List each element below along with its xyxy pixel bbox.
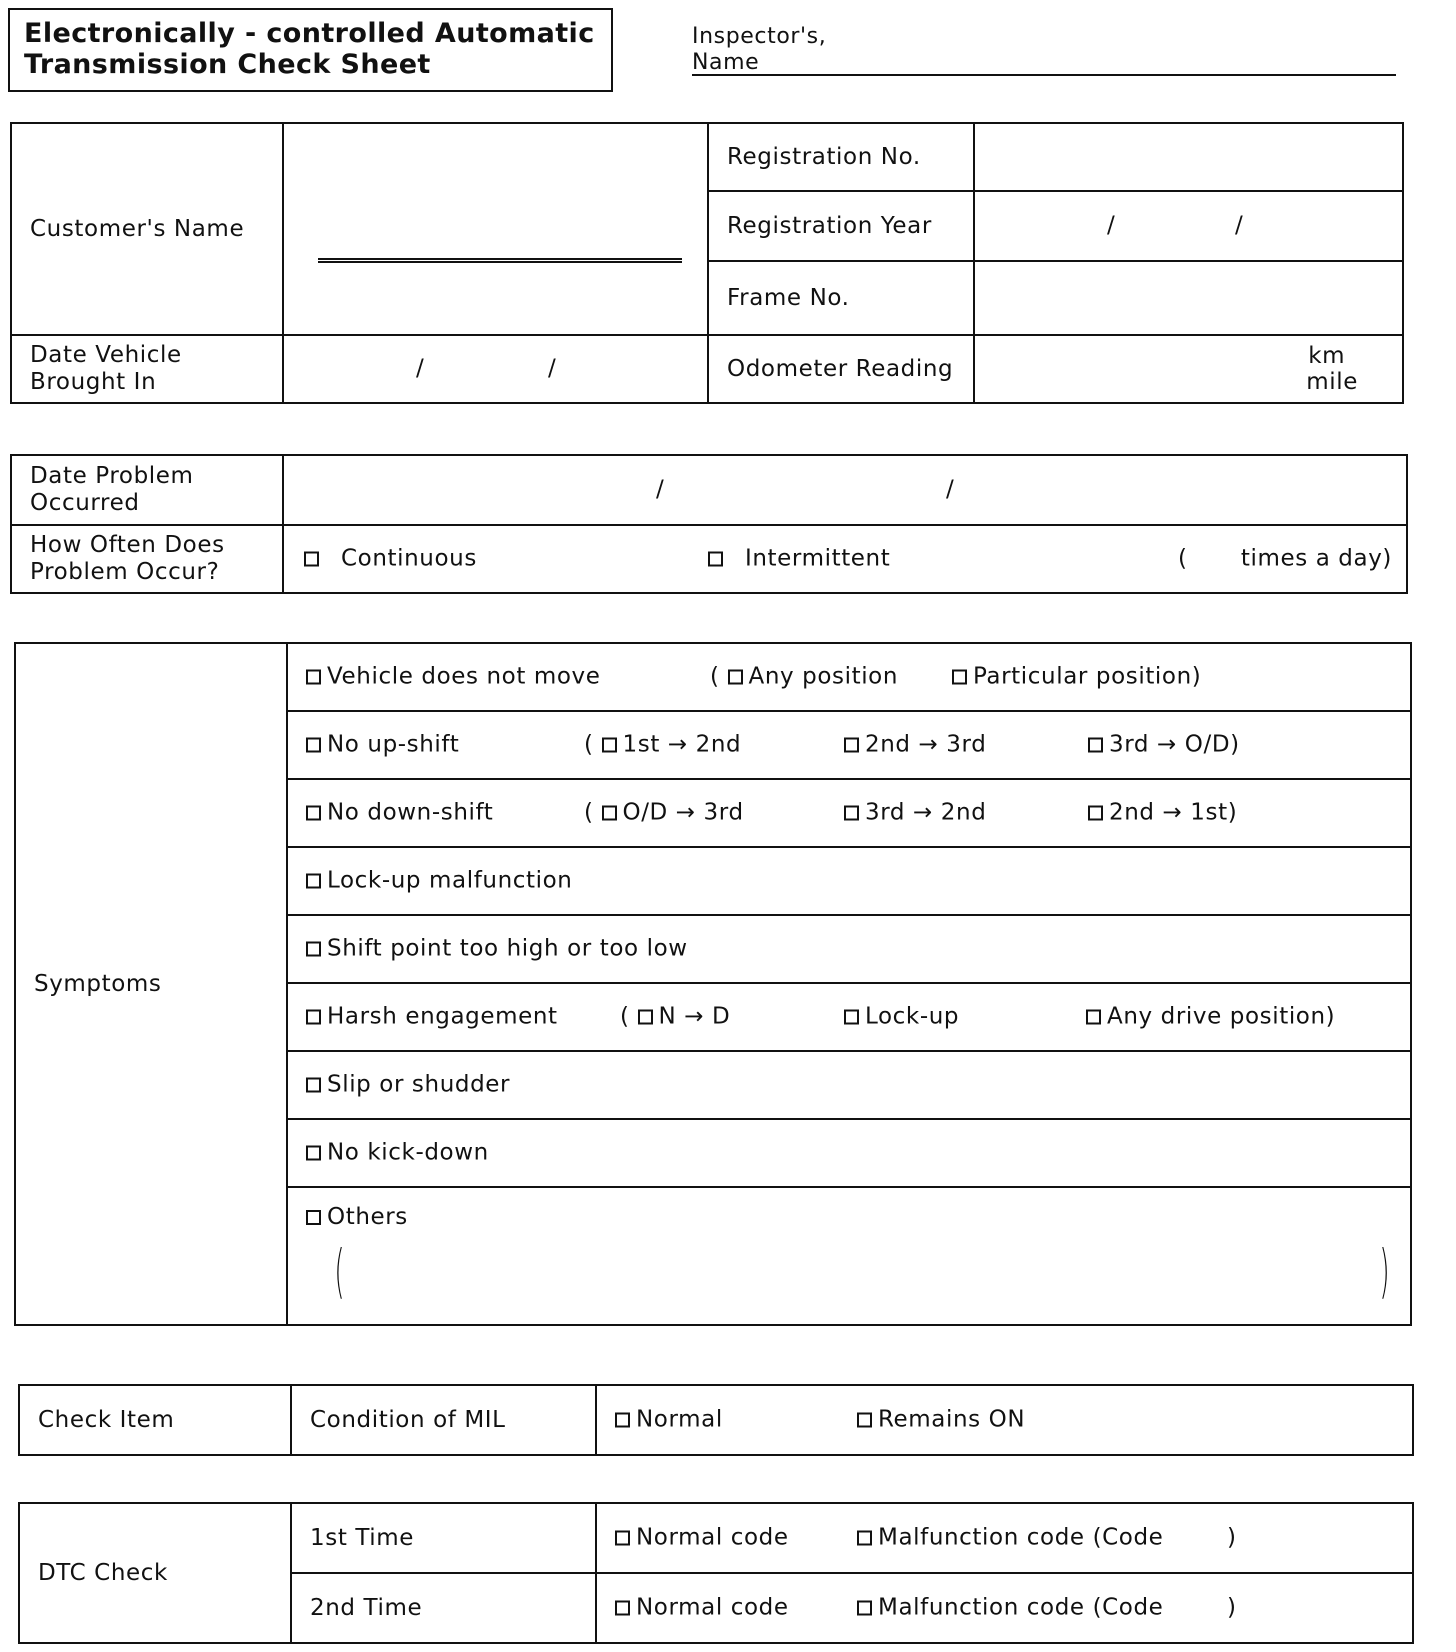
mil-options <box>596 1385 1413 1455</box>
checkbox-icon[interactable] <box>306 1210 321 1225</box>
customer-signature-line <box>318 258 682 263</box>
dtc-second-close-paren: ) <box>1227 1594 1237 1621</box>
date-separator: / <box>1107 212 1116 239</box>
sheet-title-line2: Transmission Check Sheet <box>24 49 431 80</box>
checkbox-icon[interactable] <box>857 1413 872 1428</box>
harsh-lockup[interactable] <box>844 1004 959 1031</box>
checkbox-icon[interactable] <box>615 1601 630 1616</box>
inspector-name-field[interactable] <box>692 74 1396 76</box>
symptom-no-move[interactable] <box>306 664 601 691</box>
symptom-no-upshift-label: No up-shift <box>327 731 460 758</box>
checkbox-icon[interactable] <box>1086 1010 1101 1025</box>
checkbox-icon[interactable] <box>708 552 723 567</box>
open-paren: ( <box>584 799 594 826</box>
checkbox-icon[interactable] <box>1088 738 1103 753</box>
symptom-harsh-label: Harsh engagement <box>327 1003 558 1030</box>
symptom-kickdown-label: No kick-down <box>327 1139 489 1166</box>
dtc-second-normal-label: Normal code <box>636 1594 789 1621</box>
frequency-label-line2: Problem Occur? <box>30 559 220 585</box>
downshift-3rd-2nd-label: 3rd → 2nd <box>865 799 987 826</box>
symptom-row-lockup <box>287 847 1411 915</box>
symptom-no-downshift-label: No down-shift <box>327 799 494 826</box>
registration-no-label: Registration No. <box>708 123 974 191</box>
checkbox-icon[interactable] <box>728 670 743 685</box>
customer-name-field[interactable] <box>283 123 708 335</box>
checkbox-icon[interactable] <box>844 1010 859 1025</box>
sheet-title <box>8 8 613 92</box>
dtc-first-normal[interactable] <box>615 1525 789 1552</box>
symptom-shift-point[interactable] <box>306 936 688 963</box>
symptom-slip-label: Slip or shudder <box>327 1071 511 1098</box>
dtc-second-options <box>596 1573 1413 1643</box>
any-position-label: Any position <box>748 663 899 690</box>
dtc-first-time-label: 1st Time <box>291 1503 596 1573</box>
date-occurred-label-line1: Date Problem <box>30 463 194 489</box>
check-item-label: Check Item <box>19 1385 291 1455</box>
symptom-row-no-upshift <box>287 711 1411 779</box>
dtc-first-close-paren: ) <box>1227 1524 1237 1551</box>
dtc-check-table <box>18 1502 1414 1644</box>
times-a-day-label: times a day) <box>1240 545 1392 572</box>
upshift-1st-2nd-label: 1st → 2nd <box>622 731 742 758</box>
mil-normal-label: Normal <box>636 1406 723 1433</box>
symptom-no-move-label: Vehicle does not move <box>327 663 601 690</box>
downshift-3rd-2nd[interactable] <box>844 800 986 827</box>
frame-no-label: Frame No. <box>708 261 974 335</box>
sheet-title-line1: Electronically - controlled Automatic <box>24 18 595 49</box>
checkbox-icon[interactable] <box>615 1413 630 1428</box>
harsh-lockup-label: Lock-up <box>865 1003 960 1030</box>
symptom-no-move-any[interactable] <box>710 664 898 691</box>
odometer-label: Odometer Reading <box>708 335 974 403</box>
date-occurred-label-line2: Occurred <box>30 490 140 516</box>
frequency-options <box>283 525 1407 593</box>
symptom-lockup-label: Lock-up malfunction <box>327 867 573 894</box>
symptom-row-harsh <box>287 983 1411 1051</box>
downshift-2nd-1st[interactable] <box>1088 800 1237 827</box>
dtc-second-malfunction-label: Malfunction code (Code <box>878 1594 1164 1621</box>
date-separator: / <box>1235 212 1244 239</box>
dtc-first-malfunction[interactable] <box>857 1525 1163 1552</box>
downshift-od-3rd[interactable] <box>584 800 744 827</box>
odometer-units <box>1306 343 1358 395</box>
others-open-bracket: ( <box>334 1237 345 1305</box>
checkbox-icon[interactable] <box>306 1010 321 1025</box>
symptom-no-upshift[interactable] <box>306 732 459 759</box>
symptom-others[interactable] <box>306 1204 408 1231</box>
date-occurred-field[interactable] <box>283 455 1407 525</box>
symptom-slip[interactable] <box>306 1072 510 1099</box>
mil-remains-on[interactable] <box>857 1407 1025 1434</box>
upshift-1st-2nd[interactable] <box>584 732 741 759</box>
mil-normal[interactable] <box>615 1407 723 1434</box>
upshift-2nd-3rd[interactable] <box>844 732 986 759</box>
open-paren: ( <box>584 731 594 758</box>
upshift-2nd-3rd-label: 2nd → 3rd <box>865 731 987 758</box>
checkbox-icon[interactable] <box>306 874 321 889</box>
date-separator: / <box>656 476 665 503</box>
inspector-label-line2: Name <box>692 50 760 75</box>
others-text-field[interactable] <box>368 1248 1350 1310</box>
symptom-row-no-downshift <box>287 779 1411 847</box>
checkbox-icon[interactable] <box>304 552 319 567</box>
customer-name-label: Customer's Name <box>11 123 283 335</box>
symptom-others-label: Others <box>327 1204 408 1230</box>
date-separator: / <box>946 476 955 503</box>
date-brought-in-field[interactable] <box>283 335 708 403</box>
checkbox-icon[interactable] <box>306 806 321 821</box>
checkbox-icon[interactable] <box>952 670 967 685</box>
checkbox-icon[interactable] <box>306 670 321 685</box>
checkbox-icon[interactable] <box>844 738 859 753</box>
unit-km: km <box>1308 343 1346 369</box>
inspector-name-label <box>692 24 826 76</box>
times-open-paren: ( <box>1178 545 1188 572</box>
checkbox-icon[interactable] <box>306 942 321 957</box>
symptom-row-shift-point <box>287 915 1411 983</box>
checkbox-icon[interactable] <box>844 806 859 821</box>
downshift-2nd-1st-label: 2nd → 1st) <box>1109 799 1238 826</box>
date-occurred-label <box>11 455 283 525</box>
date-brought-in-label <box>11 335 283 403</box>
registration-year-label: Registration Year <box>708 191 974 261</box>
continuous-option[interactable] <box>304 546 477 573</box>
upshift-3rd-od[interactable] <box>1088 732 1240 759</box>
checkbox-icon[interactable] <box>615 1531 630 1546</box>
date-separator: / <box>416 355 425 382</box>
odometer-field[interactable] <box>974 335 1403 403</box>
checkbox-icon[interactable] <box>306 1078 321 1093</box>
dtc-check-label: DTC Check <box>19 1503 291 1643</box>
date-separator: / <box>548 355 557 382</box>
checkbox-icon[interactable] <box>638 1010 653 1025</box>
others-close-bracket: ) <box>1379 1237 1390 1305</box>
dtc-first-malfunction-label: Malfunction code (Code <box>878 1524 1164 1551</box>
checkbox-icon[interactable] <box>1088 806 1103 821</box>
registration-no-field[interactable] <box>974 123 1403 191</box>
inspector-label-line1: Inspector's, <box>692 24 827 49</box>
mil-remains-on-label: Remains ON <box>878 1406 1026 1433</box>
particular-position-label: Particular position) <box>973 663 1202 690</box>
open-paren: ( <box>620 1003 630 1030</box>
symptom-no-move-particular[interactable] <box>952 664 1201 691</box>
symptom-row-others <box>287 1187 1411 1325</box>
dtc-second-time-label: 2nd Time <box>291 1573 596 1643</box>
symptom-no-downshift[interactable] <box>306 800 493 827</box>
dtc-second-malfunction[interactable] <box>857 1595 1163 1622</box>
symptom-row-no-move <box>287 643 1411 711</box>
symptoms-label: Symptoms <box>15 643 287 1325</box>
registration-year-field[interactable] <box>974 191 1403 261</box>
frequency-label-line1: How Often Does <box>30 532 225 558</box>
frequency-label <box>11 525 283 593</box>
symptom-harsh[interactable] <box>306 1004 558 1031</box>
checkbox-icon[interactable] <box>306 738 321 753</box>
unit-mile: mile <box>1306 369 1358 395</box>
date-brought-in-label-line2: Brought In <box>30 369 157 395</box>
mil-condition-label: Condition of MIL <box>291 1385 596 1455</box>
checkbox-icon[interactable] <box>602 738 617 753</box>
date-brought-in-label-line1: Date Vehicle <box>30 342 182 368</box>
checkbox-icon[interactable] <box>857 1601 872 1616</box>
dtc-second-normal[interactable] <box>615 1595 789 1622</box>
frame-no-field[interactable] <box>974 261 1403 335</box>
intermittent-label: Intermittent <box>745 545 891 572</box>
continuous-label: Continuous <box>341 545 477 572</box>
dtc-first-normal-label: Normal code <box>636 1524 789 1551</box>
harsh-any-drive[interactable] <box>1086 1004 1335 1031</box>
symptom-kickdown[interactable] <box>306 1140 489 1167</box>
harsh-any-drive-label: Any drive position) <box>1107 1003 1336 1030</box>
symptom-lockup[interactable] <box>306 868 572 895</box>
symptoms-table <box>14 642 1412 1326</box>
symptom-shift-point-label: Shift point too high or too low <box>327 935 688 962</box>
checkbox-icon[interactable] <box>857 1531 872 1546</box>
harsh-n-d-label: N → D <box>658 1003 731 1030</box>
checkbox-icon[interactable] <box>602 806 617 821</box>
harsh-n-d[interactable] <box>620 1004 730 1031</box>
check-item-table <box>18 1384 1414 1456</box>
downshift-od-3rd-label: O/D → 3rd <box>622 799 744 826</box>
checkbox-icon[interactable] <box>306 1146 321 1161</box>
problem-table <box>10 454 1408 594</box>
symptom-row-slip <box>287 1051 1411 1119</box>
vehicle-info-table <box>10 122 1404 404</box>
intermittent-option[interactable] <box>708 546 890 573</box>
symptom-row-kickdown <box>287 1119 1411 1187</box>
dtc-first-options <box>596 1503 1413 1573</box>
open-paren: ( <box>710 663 720 690</box>
upshift-3rd-od-label: 3rd → O/D) <box>1109 731 1240 758</box>
